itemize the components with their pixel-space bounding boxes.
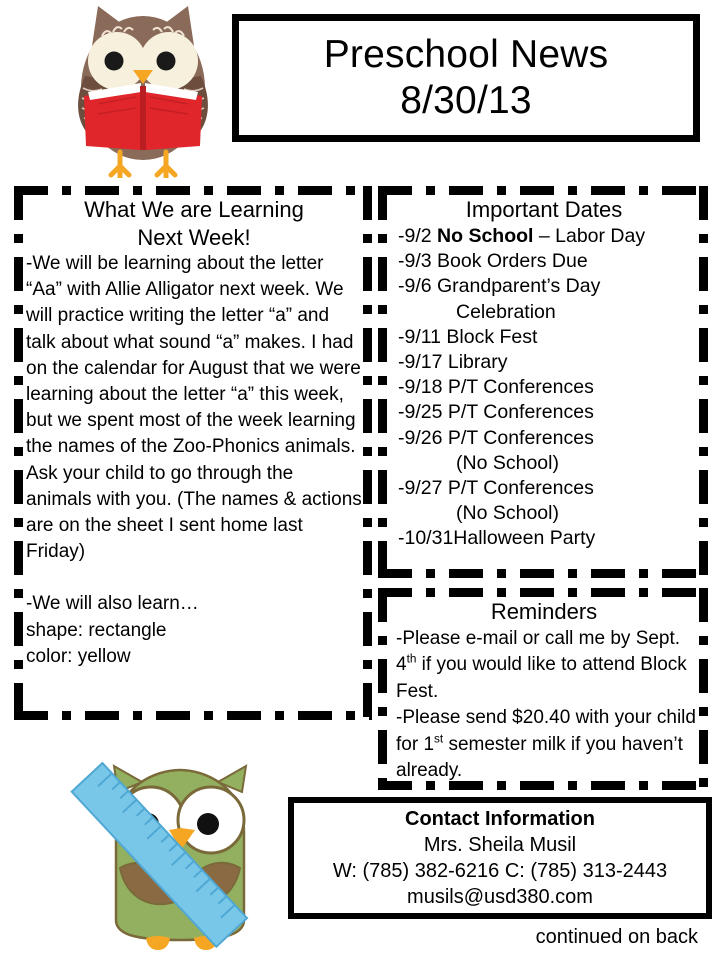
important-date-item: -9/18 P/T Conferences <box>398 376 594 399</box>
learning-shape-line: shape: rectangle <box>26 619 167 641</box>
important-date-item: -9/3 Book Orders Due <box>398 250 588 273</box>
important-dates-title: Important Dates <box>465 197 623 222</box>
newsletter-title-box <box>232 14 700 142</box>
reminders-panel <box>378 588 708 790</box>
learning-title-line2: Next Week! <box>137 225 251 250</box>
contact-email: musils@usd380.com <box>407 886 593 908</box>
important-date-item: -9/11 Block Fest <box>398 325 538 348</box>
contact-name: Mrs. Sheila Musil <box>423 834 577 856</box>
reminder-item-1: -Please e-mail or call me by Sept. 4th if you would like to attend Block Fest. <box>396 628 687 702</box>
important-date-item <box>398 224 698 249</box>
contact-phones: W: (785) 382-6216 C: (785) 313-2443 <box>332 860 668 882</box>
contact-information-box <box>288 797 712 919</box>
panel-border-left <box>378 186 387 578</box>
panel-border-left <box>14 186 23 720</box>
learning-title-line1: What We are Learning <box>84 197 304 222</box>
important-date-item: -9/26 P/T Conferences <box>398 426 594 449</box>
important-date-item: Celebration <box>456 300 556 323</box>
continued-on-back-note: continued on back <box>535 926 698 948</box>
learning-body <box>26 251 362 670</box>
important-date-item: -9/27 P/T Conferences <box>398 477 594 500</box>
learning-paragraph-2: -We will also learn… <box>26 593 199 615</box>
paragraph-spacer <box>26 565 362 591</box>
date-label: -9/2 <box>398 225 438 247</box>
owl-reading-book-icon <box>52 0 234 178</box>
important-date-item: -9/25 P/T Conferences <box>398 401 594 424</box>
important-date-item: -10/31Halloween Party <box>398 527 596 550</box>
reminders-title: Reminders <box>490 599 598 624</box>
important-date-item: -9/6 Grandparent’s Day <box>398 275 601 298</box>
learning-color-line: color: yellow <box>26 645 131 667</box>
important-date-item: (No School) <box>456 502 559 525</box>
panel-border-right <box>699 186 708 578</box>
date-emphasis: No School <box>437 225 534 247</box>
panel-border-right <box>699 588 708 790</box>
owl-with-ruler-icon <box>20 752 285 957</box>
important-date-item: -9/17 Library <box>398 351 508 374</box>
contact-heading: Contact Information <box>405 808 595 830</box>
page-title: Preschool News <box>323 33 609 76</box>
important-dates-panel <box>378 186 708 578</box>
important-dates-list <box>390 224 698 552</box>
reminder-item-2: -Please send $20.40 with your child for 1st semester milk if you haven’t already. <box>396 707 696 782</box>
page-date: 8/30/13 <box>400 79 532 122</box>
important-date-item: (No School) <box>456 451 559 474</box>
reminders-body <box>390 626 698 782</box>
learning-paragraph-1: -We will be learning about the letter “Aa” with Allie Alligator next week. We will practice writing the letter “a” and talk about what sound “a” makes. I had on the calendar for August that we were learning about the letter “a” this week, but we spent most of the week learning the names of the Zoo-Phonics animals. Ask your child to go through the animals with you. (The names & actions are on the sheet I sent home last Friday) <box>26 253 362 563</box>
date-detail: – Labor Day <box>533 225 646 247</box>
panel-border-right <box>363 186 372 720</box>
panel-border-left <box>378 588 387 790</box>
learning-panel <box>14 186 372 720</box>
